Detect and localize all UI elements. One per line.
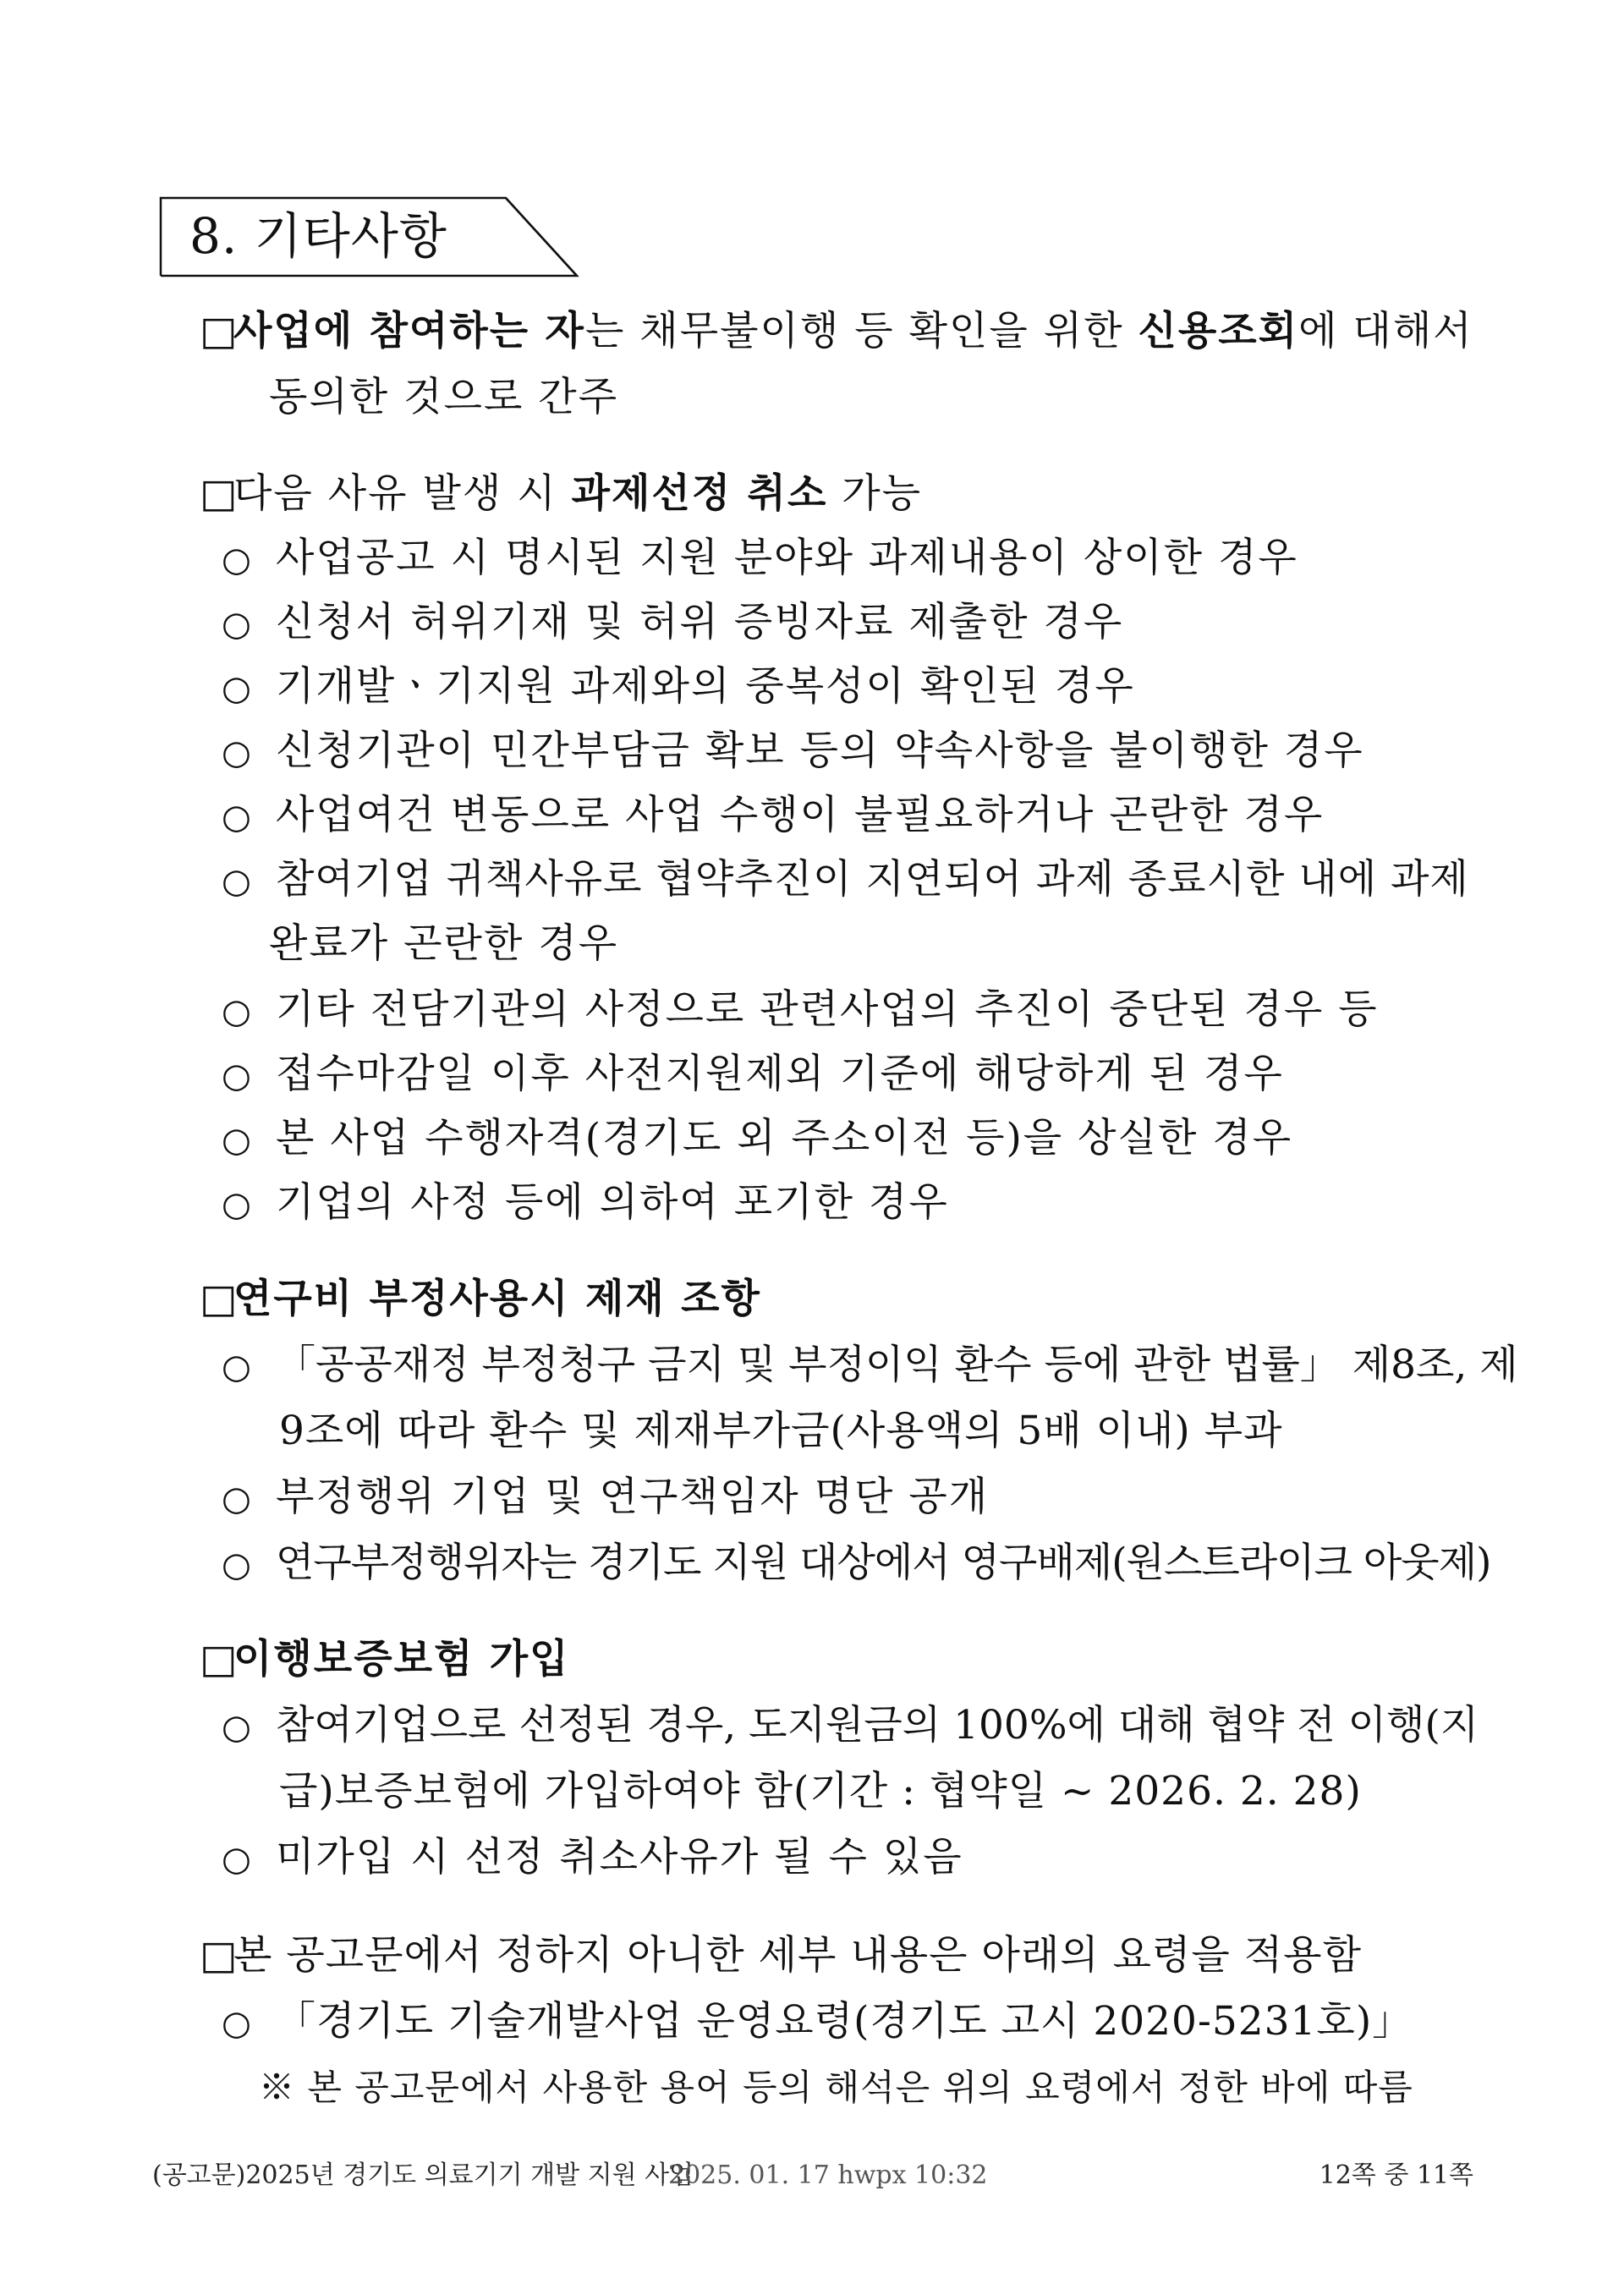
credit-check-bold: 신용조회 [1138, 308, 1299, 354]
list-item-text: 기업의 사정 등에 의하여 포기한 경우 [276, 1179, 949, 1226]
list-item-text: 미가입 시 선정 취소사유가 될 수 있음 [276, 1834, 963, 1880]
cancel-reason-item [222, 854, 1469, 907]
credit-check-item [200, 306, 1473, 357]
insurance-item [222, 1700, 1479, 1753]
checkbox-square-icon: □ [200, 470, 239, 517]
bullet-circle-icon: ○ [222, 1185, 253, 1224]
list-item-text: 연구부정행위자는 경기도 지원 대상에서 영구배제(원스트라이크 아웃제) [276, 1540, 1491, 1586]
list-item-text: 기타 전담기관의 사정으로 관련사업의 추진이 중단된 경우 등 [276, 986, 1379, 1033]
rules-item [222, 1996, 1413, 2049]
rules-heading [200, 1930, 1362, 1981]
cancel-reason-item [222, 597, 1123, 650]
section-heading-box [159, 196, 582, 277]
footer-timestamp: 2025. 01. 17 hwpx 10:32 [668, 2160, 988, 2190]
cancel-reason-item [222, 726, 1364, 778]
rules-heading-text: 본 공고문에서 정하지 아니한 세부 내용은 아래의 요령을 적용함 [233, 1932, 1362, 1979]
cancel-reason-item [222, 1178, 949, 1230]
footer-page-number: 12쪽 중 11쪽 [1319, 2160, 1473, 2190]
bullet-circle-icon: ○ [222, 1348, 251, 1386]
cancel-reason-item [222, 790, 1324, 843]
misuse-heading [200, 1274, 761, 1325]
list-item-text: 참여기업으로 선정된 경우, 도지원금의 100%에 대해 협약 전 이행(지 [276, 1702, 1479, 1749]
section-title: 8. 기타사항 [189, 207, 447, 265]
credit-text: 는 채무불이행 등 확인을 위한 [584, 308, 1138, 354]
bullet-circle-icon: ○ [222, 1057, 253, 1095]
footer-document-name: (공고문)2025년 경기도 의료기기 개발 지원 사업 [152, 2160, 694, 2190]
checkbox-square-icon: □ [200, 308, 239, 354]
misuse-item [222, 1472, 989, 1524]
list-item-text: 사업공고 시 명시된 지원 분야와 과제내용이 상이한 경우 [276, 535, 1298, 581]
bullet-circle-icon: ○ [222, 669, 253, 708]
list-item-text: 신청기관이 민간부담금 확보 등의 약속사항을 불이행한 경우 [276, 727, 1364, 774]
bullet-circle-icon: ○ [222, 798, 253, 837]
bullet-circle-icon: ○ [222, 605, 253, 644]
credit-bold-text: 사업에 참여하는 자 [233, 308, 585, 354]
misuse-item-continuation: 9조에 따라 환수 및 제재부가금(사용액의 5배 이내) 부과 [279, 1408, 1283, 1454]
misuse-item [222, 1538, 1490, 1590]
list-item-text: 사업여건 변동으로 사업 수행이 불필요하거나 곤란한 경우 [276, 792, 1325, 838]
list-item-text: 기개발ㆍ기지원 과제와의 중복성이 확인된 경우 [276, 663, 1135, 710]
bullet-circle-icon: ○ [222, 1840, 253, 1879]
cancel-reason-item [222, 533, 1298, 585]
cancel-reason-item [222, 662, 1135, 714]
bullet-circle-icon: ○ [222, 1121, 253, 1160]
cancel-post-text: 가능 [827, 470, 923, 517]
bullet-circle-icon: ○ [222, 2004, 252, 2043]
misuse-heading-text: 연구비 부정사용시 제재 조항 [233, 1276, 761, 1322]
bullet-circle-icon: ○ [222, 1708, 251, 1747]
checkbox-square-icon: □ [200, 1932, 239, 1979]
insurance-heading-text: 이행보증보험 가입 [233, 1636, 570, 1683]
insurance-item [222, 1832, 963, 1885]
bullet-circle-icon: ○ [222, 862, 252, 901]
insurance-item-continuation: 급)보증보험에 가입하여야 함(기간 : 협약일 ~ 2026. 2. 28) [279, 1768, 1362, 1815]
list-item-text: 「공공재정 부정청구 금지 및 부정이익 환수 등에 관한 법률」 제8조, 제 [276, 1342, 1518, 1388]
cancel-reason-item [222, 1049, 1284, 1101]
bullet-circle-icon: ○ [222, 733, 253, 772]
list-item-text: 접수마감일 이후 사전지원제외 기준에 해당하게 된 경우 [276, 1051, 1284, 1097]
cancel-heading [200, 469, 922, 519]
checkbox-square-icon: □ [200, 1636, 239, 1683]
checkbox-square-icon: □ [200, 1276, 239, 1322]
cancel-reason-item [222, 1113, 1292, 1166]
cancel-bold-text: 과제선정 취소 [571, 470, 828, 517]
credit-check-continuation: 동의한 것으로 간주 [269, 374, 619, 420]
insurance-heading [200, 1634, 570, 1685]
cancel-reason-item [222, 985, 1379, 1037]
credit-text-end: 에 대해서 [1298, 308, 1473, 354]
cancel-reason-continuation: 완료가 곤란한 경우 [269, 920, 619, 967]
list-item-text: 「경기도 기술개발사업 운영요령(경기도 고시 2020-5231호)」 [276, 1998, 1413, 2045]
list-item-text: 신청서 허위기재 및 허위 증빙자료 제출한 경우 [276, 599, 1124, 645]
bullet-circle-icon: ○ [222, 541, 253, 579]
bullet-circle-icon: ○ [222, 1546, 250, 1584]
list-item-text: 참여기업 귀책사유로 협약추진이 지연되어 과제 종료시한 내에 과제 [276, 856, 1469, 903]
rules-note: ※ 본 공고문에서 사용한 용어 등의 해석은 위의 요령에서 정한 바에 따름 [259, 2067, 1413, 2108]
list-item-text: 본 사업 수행자격(경기도 외 주소이전 등)을 상실한 경우 [276, 1115, 1293, 1161]
misuse-item [222, 1340, 1518, 1392]
list-item-text: 부정행위 기업 및 연구책임자 명단 공개 [276, 1474, 990, 1520]
bullet-circle-icon: ○ [222, 1480, 253, 1518]
cancel-pre-text: 다음 사유 발생 시 [233, 470, 572, 517]
bullet-circle-icon: ○ [222, 992, 253, 1031]
